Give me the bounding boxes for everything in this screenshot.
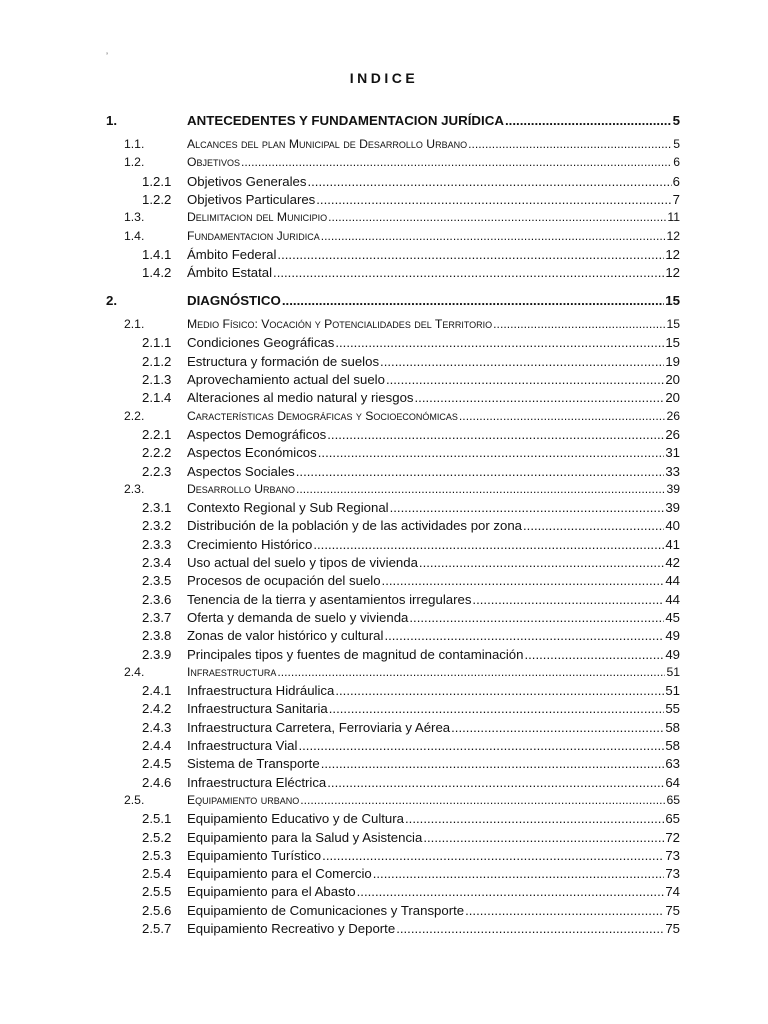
toc-subsection bbox=[142, 683, 680, 699]
toc-number: 2.4.1 bbox=[142, 683, 172, 699]
toc-page-number: 19 bbox=[665, 353, 680, 369]
toc-title: Oferta y demanda de suelo y vivienda bbox=[187, 609, 409, 625]
toc-page-number: 74 bbox=[665, 884, 680, 900]
toc-page-number: 33 bbox=[665, 463, 680, 479]
toc-number: 2.3.6 bbox=[142, 591, 172, 607]
toc-number: 2.1.3 bbox=[142, 372, 172, 387]
toc-title: Zonas de valor histórico y cultural bbox=[187, 628, 384, 644]
toc-subsection bbox=[142, 811, 680, 827]
toc-number: 1. bbox=[106, 113, 118, 128]
toc-page-number: 20 bbox=[665, 390, 680, 406]
toc-title: Ámbito Estatal bbox=[187, 265, 273, 281]
toc-page-number: 58 bbox=[665, 719, 680, 735]
toc-leader-dots bbox=[409, 610, 664, 625]
toc-title: Características Demográficas y Socioeconómicas bbox=[187, 408, 458, 423]
toc-page-number: 26 bbox=[665, 426, 680, 442]
toc-leader-dots bbox=[451, 720, 664, 735]
toc-page-number: 42 bbox=[665, 555, 680, 570]
toc-leader-dots bbox=[472, 592, 664, 607]
toc-subsection bbox=[142, 646, 680, 662]
toc-number: 1.2.1 bbox=[142, 173, 172, 189]
toc-number: 2.5.4 bbox=[142, 866, 172, 882]
toc-title: Delimitacion del Municipio bbox=[187, 210, 328, 225]
toc-leader-dots bbox=[493, 317, 665, 331]
toc-page-number: 73 bbox=[665, 847, 680, 863]
toc-number: 2.1.1 bbox=[142, 335, 172, 351]
toc-page-number: 15 bbox=[666, 317, 680, 332]
toc-title: Aspectos Sociales bbox=[187, 463, 295, 479]
toc-leader-dots bbox=[459, 409, 666, 423]
toc-number: 1.4.1 bbox=[142, 246, 172, 262]
toc-page-number: 12 bbox=[665, 246, 680, 262]
toc-number: 1.3. bbox=[124, 210, 145, 225]
toc-title: Alteraciones al medio natural y riesgos bbox=[187, 390, 414, 406]
toc-leader-dots bbox=[380, 354, 664, 369]
toc-subsection bbox=[142, 921, 680, 936]
toc-number: 2.5.3 bbox=[142, 847, 172, 863]
toc-number: 2.5.1 bbox=[142, 811, 172, 827]
toc-page-number: 39 bbox=[666, 481, 680, 496]
toc-page-number: 64 bbox=[665, 774, 680, 790]
toc-page-number: 6 bbox=[673, 155, 680, 170]
toc-subsection bbox=[142, 353, 680, 369]
toc-subsection bbox=[142, 884, 680, 900]
toc-subsection bbox=[142, 701, 680, 717]
toc-leader-dots bbox=[313, 537, 664, 552]
toc-number: 1.4. bbox=[124, 228, 145, 243]
toc-page-number: 49 bbox=[665, 646, 680, 662]
toc-page-number: 49 bbox=[665, 628, 680, 644]
toc-subsection bbox=[142, 191, 680, 207]
page-title: INDICE bbox=[349, 70, 419, 86]
toc-number: 2.2.1 bbox=[142, 426, 172, 442]
toc-title: Estructura y formación de suelos bbox=[187, 353, 380, 369]
toc-page-number: 15 bbox=[665, 335, 680, 351]
toc-subsection bbox=[142, 246, 680, 262]
toc-number: 1.1. bbox=[124, 137, 145, 151]
toc-number: 2.3.7 bbox=[142, 609, 172, 625]
toc-number: 2.3.5 bbox=[142, 573, 172, 589]
toc-title: Infraestructura Vial bbox=[187, 738, 298, 753]
toc-leader-dots bbox=[505, 113, 672, 128]
toc-title: DIAGNÓSTICO bbox=[187, 293, 281, 309]
toc-leader-dots bbox=[523, 518, 664, 533]
toc-number: 2.3.2 bbox=[142, 518, 172, 534]
toc-subsection bbox=[142, 847, 680, 863]
toc-section bbox=[124, 155, 680, 170]
toc-leader-dots bbox=[384, 628, 664, 643]
toc-page-number: 44 bbox=[665, 591, 680, 607]
toc-title: Distribución de la población y de las actividades por zona bbox=[187, 518, 523, 534]
toc-leader-dots bbox=[329, 701, 665, 716]
toc-leader-dots bbox=[322, 848, 664, 863]
toc-leader-dots bbox=[241, 155, 672, 169]
toc-page-number: 31 bbox=[665, 445, 680, 461]
toc-leader-dots bbox=[328, 210, 666, 224]
toc-page-number: 15 bbox=[665, 293, 680, 309]
toc-number: 2.1.4 bbox=[142, 390, 172, 406]
toc-title: Tenencia de la tierra y asentamientos irregulares bbox=[187, 591, 472, 607]
toc-title: Infraestructura Sanitaria bbox=[187, 701, 328, 717]
toc-leader-dots bbox=[382, 573, 665, 588]
toc-page-number: 44 bbox=[665, 573, 680, 589]
toc-title: Aspectos Demográficos bbox=[187, 426, 327, 442]
toc-page-number: 58 bbox=[665, 738, 680, 753]
toc-page-number: 7 bbox=[672, 191, 680, 207]
toc-title: Infraestructura Carretera, Ferroviaria y Aérea bbox=[187, 719, 451, 735]
toc-number: 2.2.3 bbox=[142, 463, 172, 479]
stray-mark: ’ bbox=[106, 51, 108, 61]
toc-title: Equipamiento para la Salud y Asistencia bbox=[187, 829, 423, 845]
toc-leader-dots bbox=[415, 390, 665, 405]
toc-number: 2.5.2 bbox=[142, 829, 172, 845]
toc-page-number: 72 bbox=[665, 829, 680, 845]
toc-number: 2.4. bbox=[124, 664, 145, 679]
toc-number: 2.4.5 bbox=[142, 756, 172, 772]
toc-subsection bbox=[142, 573, 680, 589]
toc-number: 2.5.5 bbox=[142, 884, 172, 900]
toc-page-number: 51 bbox=[665, 683, 680, 699]
toc-number: 2. bbox=[106, 293, 118, 309]
toc-number: 2.3.4 bbox=[142, 555, 172, 570]
toc-subsection bbox=[142, 719, 680, 735]
toc-leader-dots bbox=[273, 265, 664, 280]
toc-number: 2.5. bbox=[124, 792, 145, 807]
toc-subsection bbox=[142, 829, 680, 845]
toc-leader-dots bbox=[465, 903, 664, 918]
toc-subsection bbox=[142, 335, 680, 351]
toc-subsection bbox=[142, 902, 680, 918]
toc-subsection bbox=[142, 591, 680, 607]
toc-leader-dots bbox=[316, 192, 671, 207]
toc-page-number: 51 bbox=[666, 664, 680, 679]
toc-title: Uso actual del suelo y tipos de vivienda bbox=[187, 555, 418, 570]
toc-page-number: 63 bbox=[665, 756, 680, 772]
toc-number: 2.2. bbox=[124, 408, 145, 423]
toc-page-number: 65 bbox=[665, 811, 680, 827]
toc-number: 2.1. bbox=[124, 317, 145, 332]
toc-page-number: 12 bbox=[665, 265, 680, 281]
toc-chapter bbox=[106, 293, 680, 309]
toc-page-number: 65 bbox=[666, 792, 680, 807]
toc-leader-dots bbox=[468, 137, 672, 151]
toc-title: ANTECEDENTES Y FUNDAMENTACION JURÍDICA bbox=[187, 113, 504, 128]
toc-subsection bbox=[142, 265, 680, 281]
toc-page-number: 6 bbox=[672, 173, 680, 189]
toc-number: 2.1.2 bbox=[142, 353, 172, 369]
toc-title: Objetivos bbox=[187, 155, 240, 170]
toc-title: Aprovechamiento actual del suelo bbox=[187, 372, 385, 387]
toc-leader-dots bbox=[296, 482, 665, 496]
toc-title: Desarrollo Urbano bbox=[187, 481, 296, 496]
toc-title: Procesos de ocupación del suelo bbox=[187, 573, 381, 589]
toc-title: Principales tipos y fuentes de magnitud de contaminación bbox=[187, 646, 524, 662]
toc-number: 2.3.8 bbox=[142, 628, 172, 644]
toc-subsection bbox=[142, 628, 680, 644]
toc-page-number: 75 bbox=[665, 902, 680, 918]
toc-title: Alcances del plan Municipal de Desarrollo Urbano bbox=[187, 137, 468, 151]
toc-page-number: 73 bbox=[665, 866, 680, 882]
toc-leader-dots bbox=[405, 811, 664, 826]
toc-leader-dots bbox=[327, 775, 664, 790]
toc-leader-dots bbox=[373, 866, 665, 881]
toc-page-number: 45 bbox=[665, 609, 680, 625]
toc-title: Infraestructura Eléctrica bbox=[187, 774, 327, 790]
toc-leader-dots bbox=[327, 427, 664, 442]
toc-page-number: 40 bbox=[665, 518, 680, 534]
toc-leader-dots bbox=[524, 647, 664, 662]
toc-title: Infraestructura Hidráulica bbox=[187, 683, 335, 699]
toc-page-number: 26 bbox=[666, 408, 680, 423]
toc-title: Infraestructura bbox=[187, 664, 277, 679]
toc-page-number: 11 bbox=[667, 210, 680, 225]
toc-title: Sistema de Transporte bbox=[187, 756, 320, 772]
toc-subsection bbox=[142, 609, 680, 625]
toc-page-number: 20 bbox=[665, 372, 680, 387]
toc-section bbox=[124, 210, 680, 225]
toc-title: Medio Físico: Vocación y Potencialidades del Territorio bbox=[187, 317, 493, 332]
toc-leader-dots bbox=[307, 174, 671, 189]
toc-number: 2.5.6 bbox=[142, 902, 172, 918]
toc-title: Aspectos Económicos bbox=[187, 445, 317, 461]
toc-title: Objetivos Particulares bbox=[187, 191, 316, 207]
toc-number: 1.2.2 bbox=[142, 191, 172, 207]
toc-number: 2.3.9 bbox=[142, 646, 172, 662]
toc-leader-dots bbox=[357, 884, 665, 899]
toc-subsection bbox=[142, 518, 680, 534]
toc-page-number: 55 bbox=[665, 701, 680, 717]
toc-leader-dots bbox=[335, 683, 664, 698]
toc-leader-dots bbox=[300, 793, 665, 807]
toc-subsection bbox=[142, 445, 680, 461]
toc-subsection bbox=[142, 500, 680, 516]
toc-chapter bbox=[106, 113, 680, 128]
toc-subsection bbox=[142, 555, 680, 570]
toc-leader-dots bbox=[277, 247, 664, 262]
toc-section bbox=[124, 408, 680, 423]
toc-page-number: 5 bbox=[672, 113, 680, 128]
toc-subsection bbox=[142, 390, 680, 406]
toc-subsection bbox=[142, 372, 680, 387]
toc-number: 2.3.1 bbox=[142, 500, 172, 516]
toc-number: 2.3.3 bbox=[142, 536, 172, 552]
toc-title: Crecimiento Histórico bbox=[187, 536, 313, 552]
toc-number: 2.5.7 bbox=[142, 921, 172, 936]
toc-number: 1.2. bbox=[124, 155, 145, 170]
toc-leader-dots bbox=[298, 738, 664, 753]
toc-page-number: 12 bbox=[666, 228, 680, 243]
toc-leader-dots bbox=[335, 335, 664, 350]
toc-leader-dots bbox=[296, 464, 665, 479]
toc-section bbox=[124, 481, 680, 496]
toc-section bbox=[124, 228, 680, 243]
toc-page-number: 39 bbox=[665, 500, 680, 516]
toc-page-number: 5 bbox=[673, 137, 680, 151]
toc-number: 1.4.2 bbox=[142, 265, 172, 281]
toc-subsection bbox=[142, 738, 680, 753]
toc-subsection bbox=[142, 426, 680, 442]
toc-section bbox=[124, 137, 680, 151]
toc-page-number: 75 bbox=[665, 921, 680, 936]
toc-title: Equipamiento de Comunicaciones y Transporte bbox=[187, 902, 465, 918]
toc-title: Condiciones Geográficas bbox=[187, 335, 335, 351]
toc-subsection bbox=[142, 756, 680, 772]
toc-number: 2.4.2 bbox=[142, 701, 172, 717]
toc-leader-dots bbox=[277, 665, 665, 679]
toc-title: Ámbito Federal bbox=[187, 246, 277, 262]
toc-subsection bbox=[142, 774, 680, 790]
toc-leader-dots bbox=[282, 293, 664, 308]
toc-leader-dots bbox=[419, 555, 664, 570]
toc-leader-dots bbox=[321, 229, 666, 243]
toc-number: 2.4.3 bbox=[142, 719, 172, 735]
toc-title: Contexto Regional y Sub Regional bbox=[187, 500, 389, 516]
toc-leader-dots bbox=[396, 921, 664, 936]
toc-title: Fundamentacion Juridica bbox=[187, 228, 320, 243]
toc-leader-dots bbox=[386, 372, 664, 387]
toc-leader-dots bbox=[318, 445, 665, 460]
toc-subsection bbox=[142, 866, 680, 882]
toc-title: Equipamiento urbano bbox=[187, 792, 300, 807]
toc-section bbox=[124, 317, 680, 332]
toc-section bbox=[124, 792, 680, 807]
toc-leader-dots bbox=[390, 500, 665, 515]
toc-number: 2.3. bbox=[124, 481, 145, 496]
toc-number: 2.4.6 bbox=[142, 774, 172, 790]
toc-leader-dots bbox=[321, 756, 665, 771]
toc-number: 2.2.2 bbox=[142, 445, 172, 461]
toc-subsection bbox=[142, 463, 680, 479]
toc-title: Equipamiento Recreativo y Deporte bbox=[187, 921, 396, 936]
toc-page-number: 41 bbox=[665, 536, 680, 552]
toc-number: 2.4.4 bbox=[142, 738, 172, 753]
toc-leader-dots bbox=[423, 830, 664, 845]
toc-title: Equipamiento Turístico bbox=[187, 847, 322, 863]
toc-subsection bbox=[142, 173, 680, 189]
toc-title: Objetivos Generales bbox=[187, 173, 307, 189]
toc-title: Equipamiento para el Abasto bbox=[187, 884, 356, 900]
toc-title: Equipamiento para el Comercio bbox=[187, 866, 372, 882]
toc-subsection bbox=[142, 536, 680, 552]
toc-section bbox=[124, 664, 680, 679]
toc-title: Equipamiento Educativo y de Cultura bbox=[187, 811, 404, 827]
